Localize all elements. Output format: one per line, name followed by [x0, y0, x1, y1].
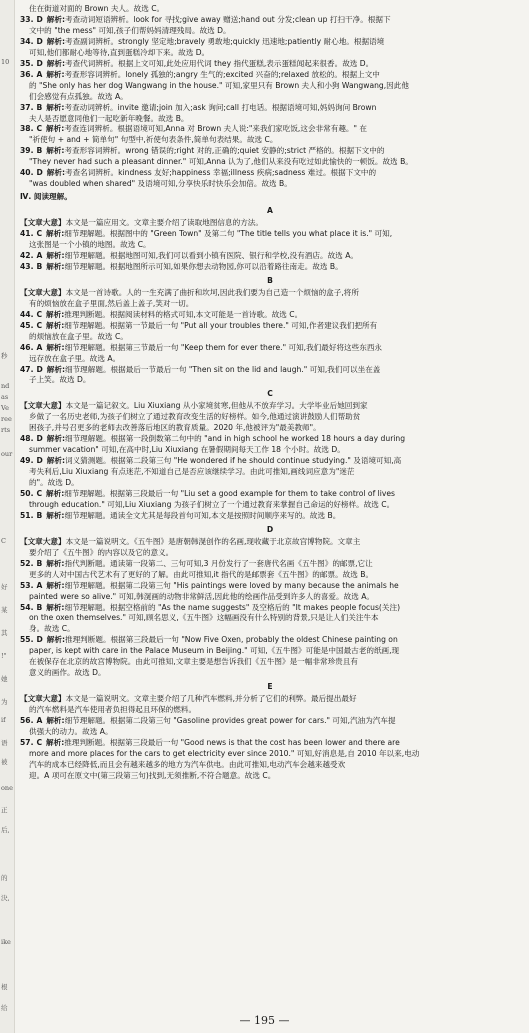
adjacent-page-margin [0, 0, 15, 1033]
text-line [20, 624, 520, 635]
answer-letter: B [36, 510, 43, 520]
question-answer-line [20, 229, 520, 240]
label: 解析: [46, 69, 65, 79]
section-heading [20, 192, 520, 203]
margin-fragment: 为 [1, 698, 8, 706]
summary-line [20, 288, 520, 299]
line-text: 住在街道对面的 Brown 夫人。故选 C。 [29, 4, 165, 13]
text-line [20, 646, 520, 657]
question-answer-line [20, 716, 520, 727]
summary-line [20, 218, 520, 229]
text-line [20, 412, 520, 423]
line-text: 本文是一首诗歌。人的一生充满了曲折和坎坷,因此我们要为自己造一个烦恼的盒子,将所 [65, 287, 359, 297]
question-answer-line [20, 738, 520, 749]
question-number: 50. [20, 488, 34, 498]
text-line [20, 613, 520, 624]
answer-letter: D [36, 14, 43, 24]
margin-fragment: !" [1, 652, 7, 660]
label: 解析: [46, 488, 65, 498]
question-number: 57. [20, 737, 34, 747]
margin-fragment: 语 [1, 739, 8, 747]
text-line [20, 445, 520, 456]
text-line [20, 81, 520, 92]
label: 解析: [46, 229, 65, 239]
line-text: 意义的画作。故选 D。 [29, 668, 106, 678]
line-text: Ⅳ. 阅读理解。 [20, 192, 72, 202]
text-line [20, 668, 520, 679]
label: 【文章大意】 [20, 287, 66, 297]
question-number: 35. [20, 58, 34, 68]
line-text: 要介绍了《五牛图》的内容以及它的意义。 [29, 547, 174, 557]
margin-fragment: nd [1, 382, 10, 390]
question-answer-line [20, 103, 520, 114]
text-line [20, 26, 520, 37]
question-number: 47. [20, 364, 34, 374]
text-line [20, 478, 520, 489]
text-line [20, 299, 520, 310]
answer-letter: A [36, 342, 43, 352]
answer-letter: A [36, 580, 43, 590]
label: 解析: [46, 320, 65, 330]
question-answer-line [20, 635, 520, 646]
question-answer-line [20, 124, 520, 135]
text-line [20, 135, 520, 146]
line-text: 细节理解题。根据地图可知,我们可以看到小镇有医院、银行和学校,没有酒店。故选 A。 [64, 250, 358, 260]
answer-letter: A [36, 250, 43, 260]
line-text: 的汽车燃料是汽车使用者负担得起且环保的燃料。 [29, 705, 197, 715]
margin-fragment: 根 [1, 983, 8, 991]
label: 解析: [46, 580, 65, 590]
question-answer-line [20, 489, 520, 500]
line-text: D [266, 524, 274, 534]
label: 解析: [46, 716, 65, 726]
line-text: 考查代词辨析。根据上文可知,此处应用代词 they 指代蛋糕,表示蛋糕闻起来很香。故选 D。 [65, 58, 374, 68]
question-answer-line [20, 321, 520, 332]
text-line [20, 354, 520, 365]
question-number: 46. [20, 342, 34, 352]
line-text: 细节理解题。根据第三节最后一句 "Keep them for ever there." 可知,我们最好将这些东西永 [64, 342, 383, 352]
answer-key-page [20, 4, 520, 782]
question-number: 37. [20, 102, 34, 112]
question-answer-line [20, 59, 520, 70]
margin-fragment: ike [1, 938, 11, 946]
margin-fragment: as [1, 393, 9, 401]
line-text: "was doubled when shared" 及语境可知,分享快乐时快乐会加倍。故选 B。 [29, 179, 292, 189]
margin-fragment: our [1, 450, 13, 458]
answer-letter: D [36, 364, 43, 374]
text-line [20, 467, 520, 478]
text-line [20, 4, 520, 15]
label: 解析: [46, 146, 65, 156]
label: 解析: [46, 309, 65, 319]
label: 解析: [46, 558, 65, 568]
line-text: 考查连词辨析。根据语境可知,Anna 对 Brown 夫人说:"来我们家吃饭,这会非常有趣。" 在 [64, 124, 368, 134]
margin-fragment: 決, [1, 894, 10, 902]
text-line [20, 179, 520, 190]
margin-fragment: 某 [1, 606, 8, 614]
margin-fragment: rts [1, 426, 11, 434]
passage-heading [20, 206, 520, 217]
line-text: 本文是一篇记叙文。Liu Xiuxiang 从小家境贫寒,但他从不放弃学习。大学毕业后她回到家 [65, 401, 368, 411]
line-text: 子上笑。故选 D。 [29, 375, 91, 385]
label: 解析: [46, 250, 65, 260]
margin-fragment: Ve [1, 404, 9, 412]
question-answer-line [20, 343, 520, 354]
margin-fragment: C [1, 537, 6, 545]
line-text: 细节理解题。根据第三段最后一句 "Liu set a good example for them to take control of lives [64, 488, 395, 498]
label: 解析: [46, 261, 65, 271]
question-answer-line [20, 434, 520, 445]
margin-fragment: 其 [1, 629, 8, 637]
passage-heading [20, 525, 520, 536]
label: 解析: [46, 14, 65, 24]
question-number: 56. [20, 716, 34, 726]
passage-heading [20, 682, 520, 693]
answer-letter: B [36, 146, 43, 156]
answer-letter: B [36, 102, 43, 112]
line-text: B [267, 275, 273, 285]
line-text: 本文是一篇说明文。文章主要介绍了几种汽车燃料,并分析了它们的利弊。最后提出最好 [65, 694, 357, 704]
text-line [20, 592, 520, 603]
passage-heading [20, 276, 520, 287]
line-text: 细节理解题。根据第一段倒数第二句中的 "and in high school he worked 18 hours a day during [65, 434, 406, 444]
text-line [20, 657, 520, 668]
answer-letter: B [36, 558, 43, 568]
line-text: 们会感觉有点孤独。故选 A。 [29, 91, 128, 101]
question-answer-line [20, 262, 520, 273]
text-line [20, 157, 520, 168]
question-number: 36. [20, 69, 34, 79]
line-text: 的 "She only has her dog Wangwang in the house." 可知,家里只有 Brown 夫人和小狗 Wangwang,因此他 [29, 80, 409, 90]
line-text: painted were so alive." 可知,韩滉画的动物非常鲜活,因此他的绘画作品受到许多人的喜爱。故选 A。 [29, 591, 375, 601]
question-answer-line [20, 581, 520, 592]
text-line [20, 548, 520, 559]
question-number: 44. [20, 309, 34, 319]
label: 解析: [46, 168, 65, 178]
summary-line [20, 537, 520, 548]
question-number: 38. [20, 124, 34, 134]
margin-fragment: ree [1, 415, 12, 423]
label: 解析: [46, 342, 65, 352]
line-text: 这张图是一个小镇的地图。故选 C。 [29, 240, 151, 250]
answer-letter: C [36, 488, 43, 498]
question-number: 39. [20, 146, 34, 156]
question-number: 51. [20, 510, 34, 520]
line-text: 考查动词短语辨析。look for 寻找;give away 赠送;hand out 分发;clean up 打扫干净。根据下 [65, 14, 391, 24]
line-text: 细节理解题。根据地图所示可知,如果你想去动物园,你可以沿着路往南走。故选 B。 [64, 261, 343, 271]
line-text: 本文是一篇应用文。文章主要介绍了读取地图信息的方法。 [65, 218, 263, 228]
margin-fragment: 正 [1, 806, 8, 814]
text-line [20, 570, 520, 581]
question-answer-line [20, 146, 520, 157]
line-text: 细节理解题。根据空格前的 "As the name suggests" 及空格后的 "It makes people focus(关注) [64, 602, 401, 612]
answer-letter: D [36, 434, 43, 444]
answer-letter: B [36, 261, 43, 271]
question-number: 53. [20, 580, 34, 590]
line-text: 词义猜测题。根据第二段第三句 "He wondered if he should continue studying." 及语境可知,高 [65, 456, 402, 466]
label: 【文章大意】 [20, 694, 66, 704]
question-number: 42. [20, 250, 34, 260]
answer-letter: A [36, 69, 43, 79]
line-text: 身。故选 C。 [29, 624, 75, 634]
question-answer-line [20, 603, 520, 614]
margin-fragment: one [1, 784, 13, 792]
line-text: 困孩子,并号召更多的老师去改善落后地区的教育质量。2020 年,他被评为"最美教师"。 [29, 423, 321, 433]
label: 【文章大意】 [20, 218, 66, 228]
answer-letter: D [36, 58, 43, 68]
line-text: 推理判断题。根据第三段最后一句 "Good news is that the cost has been lower and there are [64, 737, 400, 747]
question-number: 40. [20, 168, 34, 178]
line-text: 考查形容词辨析。lonely 孤独的;angry 生气的;excited 兴奋的;relaxed 放松的。根据上文中 [64, 69, 380, 79]
text-line [20, 48, 520, 59]
line-text: 细节理解题。根据第二段第三句 "His paintings were loved by many because the animals he [64, 580, 399, 590]
label: 解析: [46, 456, 65, 466]
answer-letter: C [36, 229, 43, 239]
line-text: 的"。故选 D。 [29, 478, 79, 488]
answer-letter: C [36, 309, 43, 319]
line-text: "祈使句 + and + 简单句" 句型中,祈使句表条件,简单句表结果。故选 C。 [29, 135, 278, 145]
question-number: 34. [20, 36, 34, 46]
answer-letter: D [36, 36, 43, 46]
text-line [20, 240, 520, 251]
line-text: 有的烦恼放在盒子里面,然后盖上盖子,笑对一切。 [29, 298, 194, 308]
line-text: 迎。A 项可在原文中(第三段第三句)找到,无须推断,不符合题意。故选 C。 [29, 770, 276, 780]
text-line [20, 423, 520, 434]
text-line [20, 705, 520, 716]
question-answer-line [20, 251, 520, 262]
question-number: 55. [20, 635, 34, 645]
line-text: 本文是一篇说明文。《五牛图》是唐朝韩滉创作的名画,现收藏于北京故宫博物院。文章主 [65, 536, 361, 546]
label: 解析: [46, 434, 65, 444]
question-number: 41. [20, 229, 34, 239]
line-text: 考查副词辨析。strongly 坚定地;bravely 勇敢地;quickly 迅速地;patiently 耐心地。根据语境 [65, 36, 385, 46]
text-line [20, 760, 520, 771]
label: 解析: [46, 58, 65, 68]
line-text: 推理判断题。根据第三段最后一句 "Now Five Oxen, probably the oldest Chinese painting on [65, 635, 398, 645]
label: 解析: [46, 737, 65, 747]
line-text: 远存放在盒子里。故选 A。 [29, 353, 121, 363]
question-number: 54. [20, 602, 34, 612]
text-line [20, 92, 520, 103]
summary-line [20, 401, 520, 412]
question-answer-line [20, 37, 520, 48]
question-answer-line [20, 310, 520, 321]
question-number: 45. [20, 320, 34, 330]
line-text: 考失利后,Liu Xiuxiang 有点迷茫,不知道自己是否应该继续学习。由此可推知,画线词应意为"迷茫 [29, 467, 355, 477]
question-number: 48. [20, 434, 34, 444]
text-line [20, 771, 520, 782]
answer-letter: B [36, 602, 43, 612]
question-answer-line [20, 15, 520, 26]
line-text: 细节理解题。根据图中的 "Green Town" 及第二句 "The title tells you what place it is." 可知, [64, 229, 393, 239]
margin-fragment: 的 [1, 874, 8, 882]
margin-fragment: if [1, 716, 6, 724]
line-text: 的烦恼放在盒子里。故选 C。 [29, 331, 128, 341]
text-line [20, 114, 520, 125]
margin-fragment: 她 [1, 675, 8, 683]
answer-letter: C [36, 737, 43, 747]
label: 解析: [46, 36, 65, 46]
answer-letter: D [36, 456, 43, 466]
question-number: 43. [20, 261, 34, 271]
text-line [20, 749, 520, 760]
line-text: "They never had such a pleasant dinner." 可知,Anna 认为了,他们从来没有吃过如此愉快的一顿饭。故选 B。 [29, 157, 413, 167]
line-text: on the oxen themselves." 可知,顾名思义,《五牛图》这幅画没有什么特别的背景,只是让人们关注牛本 [29, 613, 379, 623]
page-number: — 195 — [239, 1014, 290, 1027]
question-answer-line [20, 365, 520, 376]
line-text: more and more places for the cars to get electricity ever since 2010." 可知,好消息是,自 2010 年以来,电动 [29, 748, 420, 758]
line-text: 乡做了一名历史老师,为孩子们树立了通过教育改变生活的好榜样。如今,他通过演讲鼓励人们帮助贫 [29, 412, 361, 422]
line-text: 细节理解题。根据最后一节最后一句 "Then sit on the lid and laugh." 可知,我们可以坐在盖 [65, 364, 381, 374]
text-line [20, 727, 520, 738]
line-text: 推理判断题。根据阅读材料的格式可知,本文可能是一首诗歌。故选 C。 [64, 309, 303, 319]
label: 解析: [46, 602, 65, 612]
line-text: 可知,他们都耐心地等待,直到蛋糕冷却下来。故选 D。 [29, 47, 210, 57]
answer-letter: A [36, 716, 43, 726]
passage-heading [20, 389, 520, 400]
label: 解析: [46, 635, 65, 645]
margin-fragment: 10 [1, 58, 10, 66]
line-text: E [267, 682, 273, 692]
margin-fragment: 后, [1, 826, 10, 834]
line-text: through education." 可知,Liu Xiuxiang 为孩子们树立了一个通过教育来掌握自己命运的好榜样。故选 C。 [29, 499, 395, 509]
question-answer-line [20, 70, 520, 81]
line-text: 考查形容词辨析。wrong 错误的;right 对的,正确的;quiet 安静的;strict 严格的。根据下文中的 [64, 146, 385, 156]
line-text: A [267, 206, 273, 216]
margin-fragment: 秒 [1, 352, 8, 360]
line-text: 汽车的成本已经降低,而且会有越来越多的地方为汽车供电。由此可推知,电动汽车会越来越受欢 [29, 759, 346, 769]
line-text: 供强大的动力。故选 A。 [29, 727, 113, 736]
line-text: C [267, 389, 273, 399]
line-text: 在被保存在北京的故宫博物院。由此可推知,文章主要是想告诉我们《五牛图》是一幅非常珍贵且有 [29, 657, 358, 667]
question-number: 49. [20, 456, 34, 466]
label: 解析: [46, 124, 65, 134]
summary-line [20, 694, 520, 705]
answer-letter: D [36, 635, 43, 645]
question-number: 52. [20, 558, 34, 568]
margin-fragment: 被 [1, 758, 8, 766]
answer-letter: C [36, 320, 43, 330]
question-answer-line [20, 559, 520, 570]
line-text: 考查名词辨析。kindness 友好;happiness 幸福;illness 疾病;sadness 难过。根据下文中的 [65, 168, 377, 178]
text-line [20, 332, 520, 343]
label: 【文章大意】 [20, 536, 66, 546]
label: 解析: [46, 102, 65, 112]
line-text: 文中的 "the mess" 可知,孩子们帮妈妈清理残局。故选 D。 [29, 25, 231, 35]
margin-fragment: 好 [1, 583, 8, 591]
answer-letter: D [36, 168, 43, 178]
line-text: 考查动词辨析。invite 邀请;join 加入;ask 询问;call 打电话。根据语境可知,妈妈询问 Brown [64, 102, 377, 112]
line-text: 细节理解题。根据第二段第三句 "Gasoline provides great power for cars." 可知,汽油为汽车提 [64, 716, 396, 726]
line-text: 更多的人对中国古代艺术有了更好的了解。由此可推知,it 指代的是邮票套《五牛图》的邮票。故选 B。 [29, 569, 374, 579]
line-text: paper, is kept with care in the Palace Museum in Beijing." 可知,《五牛图》可能是中国最古老的纸画,现 [29, 646, 400, 656]
question-answer-line [20, 168, 520, 179]
line-text: 细节理解题。通读全文尤其是每段首句可知,本文是按照时间顺序来写的。故选 B。 [64, 510, 341, 520]
label: 【文章大意】 [20, 401, 66, 411]
label: 解析: [46, 364, 65, 374]
line-text: 夫人是否愿意同他们一起吃新年晚餐。故选 B。 [29, 113, 189, 123]
label: 解析: [46, 510, 65, 520]
line-text: 细节理解题。根据第一节最后一句 "Put all your troubles there." 可知,作者建议我们把所有 [64, 320, 378, 330]
question-answer-line [20, 456, 520, 467]
line-text: 指代判断题。通读第一段第二、三句可知,3 月份发行了一套唐代名画《五牛图》的邮票,它让 [64, 558, 373, 568]
question-answer-line [20, 511, 520, 522]
margin-fragment: 给 [1, 1004, 8, 1012]
text-line [20, 500, 520, 511]
text-line [20, 375, 520, 386]
line-text: summer vacation" 可知,在高中时,Liu Xiuxiang 在暑假期间每天工作 18 个小时。故选 D。 [29, 445, 345, 455]
answer-letter: C [36, 124, 43, 134]
question-number: 33. [20, 14, 34, 24]
